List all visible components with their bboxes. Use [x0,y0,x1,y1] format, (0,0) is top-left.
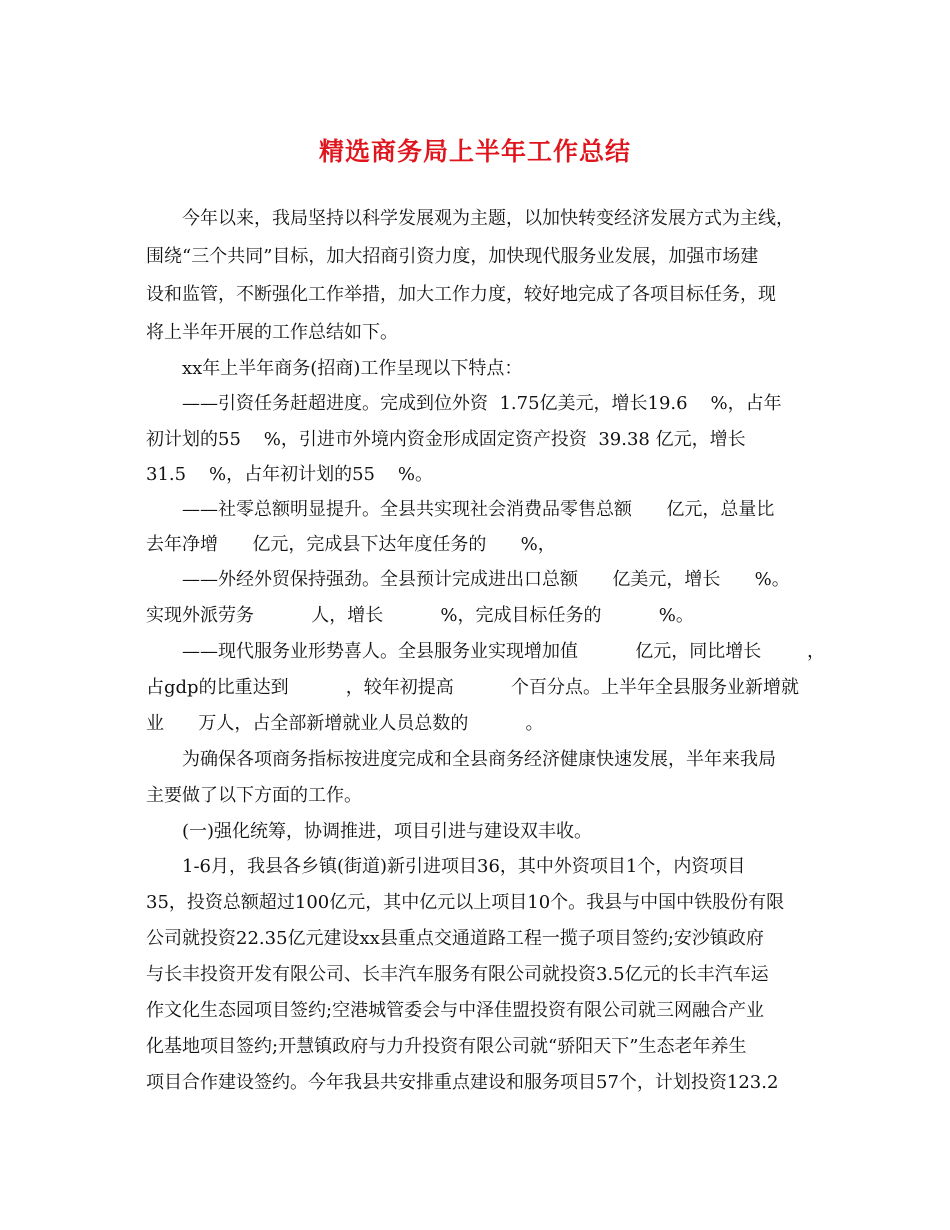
paragraph-line: 1-6月，我县各乡镇(街道)新引进项目36，其中外资项目1个，内资项目 [182,856,746,877]
paragraph-line: (一)强化统筹，协调推进，项目引进与建设双丰收。 [182,821,593,842]
paragraph-line: 主要做了以下方面的工作。 [146,785,362,806]
paragraph-line: xx年上半年商务(招商)工作呈现以下特点： [182,358,523,379]
paragraph-line: 设和监管，不断强化工作举措，加大工作力度，较好地完成了各项目标任务，现 [146,284,776,305]
paragraph-line: 35，投资总额超过100亿元，其中亿元以上项目10个。我县与中国中铁股份有限 [146,892,785,913]
paragraph-line: 占gdp的比重达到 ，较年初提高 个百分点。上半年全县服务业新增就 [146,677,799,698]
paragraph-line: 业 万人，占全部新增就业人员总数的 。 [146,713,544,734]
paragraph-line: 项目合作建设签约。今年我县共安排重点建设和服务项目57个，计划投资123.2 [146,1072,779,1093]
paragraph-line: 初计划的55 %，引进市外境内资金形成固定资产投资 39.38 亿元，增长 [146,429,746,450]
paragraph-line: ——社零总额明显提升。全县共实现社会消费品零售总额 亿元，总量比 [182,499,775,520]
paragraph-line: 去年净增 亿元，完成县下达年度任务的 %， [146,534,556,555]
paragraph-line: 与长丰投资开发有限公司、长丰汽车服务有限公司就投资3.5亿元的长丰汽车运 [146,964,769,985]
document-title: 精选商务局上半年工作总结 [318,137,631,166]
paragraph-line: 公司就投资22.35亿元建设xx县重点交通道路工程一揽子项目签约;安沙镇政府 [146,928,764,949]
paragraph-line: 作文化生态园项目签约;空港城管委会与中泽佳盟投资有限公司就三网融合产业 [146,1000,765,1021]
paragraph-line: 为确保各项商务指标按进度完成和全县商务经济健康快速发展，半年来我局 [182,749,776,770]
paragraph-line: 31.5 %，占年初计划的55 %。 [146,464,433,485]
paragraph-line: 将上半年开展的工作总结如下。 [146,322,398,343]
paragraph-line: ——引资任务赶超进度。完成到位外资 1.75亿美元，增长19.6 %，占年 [182,393,782,414]
paragraph-line: 今年以来，我局坚持以科学发展观为主题，以加快转变经济发展方式为主线， [182,208,794,229]
paragraph-line: 实现外派劳务 人，增长 %，完成目标任务的 %。 [146,605,694,626]
paragraph-line: ——外经外贸保持强劲。全县预计完成进出口总额 亿美元，增长 %。 [182,569,790,590]
paragraph-line: 围绕“三个共同”目标，加大招商引资力度，加快现代服务业发展，加强市场建 [146,246,759,267]
paragraph-line: 化基地项目签约;开慧镇政府与力升投资有限公司就“骄阳天下”生态老年养生 [146,1036,747,1057]
paragraph-line: ——现代服务业形势喜人。全县服务业实现增加值 亿元，同比增长 ， [182,641,825,662]
